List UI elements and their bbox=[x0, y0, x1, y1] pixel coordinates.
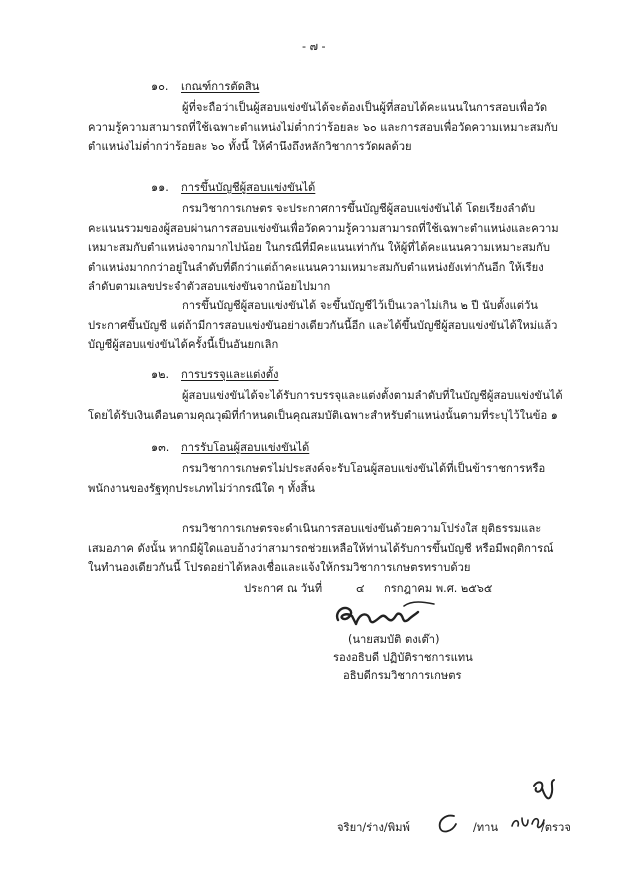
section-11-number: ๑๑. bbox=[151, 181, 169, 194]
footer-verify-label: /ตรวจ bbox=[541, 821, 571, 834]
initials-mark-icon bbox=[526, 774, 560, 808]
signatory-position-1: รองอธิบดี ปฏิบัติราชการแทน bbox=[333, 651, 473, 664]
announce-day: ๔ bbox=[356, 582, 365, 595]
section-11-heading: การขึ้นบัญชีผู้สอบแข่งขันได้ bbox=[181, 181, 316, 194]
section-10-paragraph: ผู้ที่จะถือว่าเป็นผู้สอบแข่งขันได้จะต้องเป็นผู้ที่สอบได้คะแนนในการสอบเพื่อวัดความรู้ความสามารถที่ใช้เฉพาะตำแหน่งไม่ต่ำกว่าร้อยละ ๖๐ และการสอบเพื่อวัดความเหมาะสมกับตำแหน่งไม่ต่ำกว่าร้อยละ ๖๐ ทั้งนี้ ให้คำนึงถึงหลักวิชาการวัดผลด้วย bbox=[88, 101, 558, 153]
closing-paragraph: กรมวิชาการเกษตรจะดำเนินการสอบแข่งขันด้วยความโปร่งใส ยุติธรรมและเสมอภาค ดังนั้น หากมีผู้ใดแอบอ้างว่าสามารถช่วยเหลือให้ท่านได้รับการขึ้นบัญชี หรือมีพฤติการณ์ในทำนองเดียวกันนี้ โปรดอย่าได้หลงเชื่อและแจ้งให้กรมวิชาการเกษตรทราบด้วย bbox=[88, 522, 554, 574]
section-12-heading: การบรรจุและแต่งตั้ง bbox=[181, 368, 279, 381]
section-10-number: ๑๐. bbox=[151, 80, 169, 93]
footer-check-label: /ทาน bbox=[473, 821, 499, 834]
page-number: - ๗ - bbox=[302, 40, 326, 53]
draft-initial-icon bbox=[432, 810, 466, 836]
signatory-position-2: อธิบดีกรมวิชาการเกษตร bbox=[343, 669, 462, 682]
section-10-heading: เกณฑ์การตัดสิน bbox=[181, 80, 260, 93]
section-13-number: ๑๓. bbox=[151, 441, 170, 454]
signature-icon bbox=[330, 598, 440, 634]
section-12-number: ๑๒. bbox=[151, 368, 170, 381]
announce-month-year: กรกฎาคม พ.ศ. ๒๕๖๕ bbox=[384, 582, 493, 595]
announce-label: ประกาศ ณ วันที่ bbox=[244, 582, 323, 595]
section-11-paragraph-2: การขึ้นบัญชีผู้สอบแข่งขันได้ จะขึ้นบัญชีไว้เป็นเวลาไม่เกิน ๒ ปี นับตั้งแต่วันประกาศขึ้นบัญชี แต่ถ้ามีการสอบแข่งขันอย่างเดียวกันนี้อีก และได้ขึ้นบัญชีผู้สอบแข่งขันได้ใหม่แล้ว บัญชีผู้สอบแข่งขันได้ครั้งนี้เป็นอันยกเลิก bbox=[88, 299, 558, 351]
footer-draft-label: จริยา/ร่าง/พิมพ์ bbox=[337, 821, 410, 834]
section-12-paragraph: ผู้สอบแข่งขันได้จะได้รับการบรรจุและแต่งตั้งตามลำดับที่ในบัญชีผู้สอบแข่งขันได้โดยได้รับเงินเดือนตามคุณวุฒิที่กำหนดเป็นคุณสมบัติเฉพาะสำหรับตำแหน่งนั้นตามที่ระบุไว้ในข้อ ๑ bbox=[88, 389, 563, 422]
section-11-paragraph-1: กรมวิชาการเกษตร จะประกาศการขึ้นบัญชีผู้สอบแข่งขันได้ โดยเรียงลำดับคะแนนรวมของผู้สอบผ่านการสอบแข่งขันเพื่อวัดความรู้ความสามารถที่ใช้เฉพาะตำแหน่งและความเหมาะสมกับตำแหน่งจากมากไปน้อย ในกรณีที่มีคะแนนเท่ากัน ให้ผู้ที่ได้คะแนนความเหมาะสมกับตำแหน่งมากกว่าอยู่ในลำดับที่ดีกว่าแต่ถ้าคะแนนความเหมาะสมกับตำแหน่งยังเท่ากันอีก ให้เรียงลำดับตามเลขประจำตัวสอบแข่งขันจากน้อยไปมาก bbox=[88, 202, 559, 293]
section-13-paragraph: กรมวิชาการเกษตรไม่ประสงค์จะรับโอนผู้สอบแข่งขันได้ที่เป็นข้าราชการหรือพนักงานของรัฐทุกประเภทไม่ว่ากรณีใด ๆ ทั้งสิ้น bbox=[88, 462, 546, 495]
section-13-heading: การรับโอนผู้สอบแข่งขันได้ bbox=[181, 441, 310, 454]
signatory-name: (นายสมบัติ ตงเต๊า) bbox=[348, 633, 440, 646]
